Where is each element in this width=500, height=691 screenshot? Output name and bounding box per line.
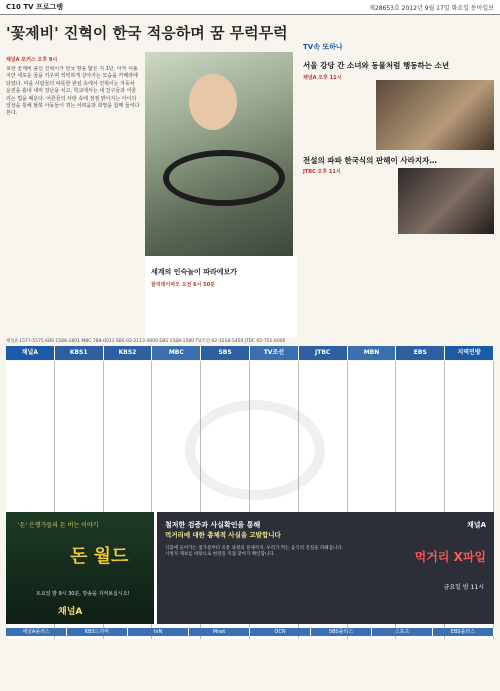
cable-column xyxy=(250,638,311,686)
right-photo-1 xyxy=(376,80,494,150)
child-face xyxy=(189,74,237,130)
cable-column xyxy=(67,638,128,686)
sidebar-box xyxy=(145,256,297,338)
right-tag-1: 채널A 오후 11시 xyxy=(303,75,342,81)
ad2-time: 금요일 밤 11시 xyxy=(443,584,484,591)
ad1-channel: 채널A xyxy=(58,607,83,617)
cable-tab: OCN xyxy=(250,628,311,636)
channel-header: KBS2 xyxy=(104,346,153,360)
section-label: C10 TV 프로그램 xyxy=(6,3,63,11)
watermark xyxy=(185,400,325,500)
right-tag-2: JTBC 오후 11시 xyxy=(303,169,341,175)
cable-tab: 스포츠 xyxy=(372,628,433,636)
cable-tab: KBS드라마 xyxy=(67,628,128,636)
cable-tab: SBS플러스 xyxy=(311,628,372,636)
channel-header: TV조선 xyxy=(250,346,299,360)
page-header xyxy=(0,0,500,15)
channel-header: EBS xyxy=(396,346,445,360)
ad1-line2: 토요일 밤 9시 30분, 방송을 지켜보십시오! xyxy=(36,591,130,597)
cable-column xyxy=(189,638,250,686)
channel-header: MBN xyxy=(348,346,397,360)
article-tag: 채널A 포커스 오후 9시 xyxy=(6,57,58,63)
cable-rows xyxy=(6,638,494,686)
channel-header: MBC xyxy=(152,346,201,360)
article-body: 북한 꽃제비 출신 진혁이가 한국 땅을 밟은 지 1년. 아직 서툴지만 새로운 꿈을 키우며 씩씩하게 살아가는 모습을 카메라에 담았다. 마을 사람들의 따뜻한 관심 속에서 진혁이는 자동차 운전을 흉내 내며 장난을 치고, 학교에서는 새 친구들과 어울리는 법을 배운다. 어른들의 사랑 속에 점점 밝아지는 아이의 일상을 통해 탈북 아동들이 겪는 어려움과 희망을 함께 들여다본다. xyxy=(6,66,140,117)
right-headline-2: 전설의 파파 한국식의 판해이 사라지자… xyxy=(303,156,437,165)
ad2-title: 먹거리 X파일 xyxy=(414,550,486,564)
right-column-title: TV속 또하나 xyxy=(303,43,343,51)
cable-column xyxy=(433,638,494,686)
ad-money-world xyxy=(6,512,154,624)
box-title: 세계의 인숙놀이 파라에보가 xyxy=(151,268,238,276)
ad2-line2: 먹거리에 대한 총체적 사실을 고발합니다 xyxy=(165,531,281,539)
channel-header: 채널A xyxy=(6,346,55,360)
channel-header: SBS xyxy=(201,346,250,360)
cable-schedule xyxy=(6,628,494,688)
cable-tab: tvN xyxy=(128,628,189,636)
cable-tab: 채널A플러스 xyxy=(6,628,67,636)
channel-contacts: 채널A 1577-5575 KBS 1588-1801 MBC 789-0011 SBS 02-2113-3000 EBS 1588-1580 TV조선 02-3218-5450 JTBC 02-751-6000 xyxy=(6,339,286,344)
channel-header: 지역민방 xyxy=(445,346,494,360)
box-tag: 꿀리데이파오 오전 6시 50분 xyxy=(151,282,215,288)
cable-tab: EBS플러스 xyxy=(433,628,494,636)
channel-header: JTBC xyxy=(299,346,348,360)
ad2-channel: 채널A xyxy=(467,521,486,529)
right-headline-1: 서울 강당 간 소녀와 동물처럼 행동하는 소년 xyxy=(303,61,450,70)
channel-header: KBS1 xyxy=(55,346,104,360)
right-photo-2 xyxy=(398,168,494,234)
page-headline: '꽃제비' 진혁이 한국 적응하며 꿈 무럭무럭 xyxy=(6,24,288,42)
schedule-header xyxy=(6,346,494,360)
ad-food-xfile xyxy=(157,512,494,624)
steering-wheel xyxy=(163,150,285,206)
ad1-title: 돈 월드 xyxy=(70,546,129,567)
cable-column xyxy=(311,638,372,686)
ad2-line1: 철저한 검증과 사실확인을 통해 xyxy=(165,521,261,529)
cable-tabs xyxy=(6,628,494,636)
article-photo xyxy=(145,52,293,257)
cable-column xyxy=(6,638,67,686)
issue-info: 제28653호 2012년 9월 17일 화요일 동아일보 xyxy=(369,5,494,12)
ad2-body: 식품에 들어가는 첨가물부터 유통 과정의 문제까지, 우리가 먹는 음식의 진실을 파헤칩니다. 시청자 제보를 바탕으로 현장을 직접 찾아가 확인합니다. xyxy=(165,546,344,557)
cable-column xyxy=(372,638,433,686)
ad1-line1: '돈' 은행가들의 돈 버는 이야기 xyxy=(18,522,99,529)
cable-tab: Mnet xyxy=(189,628,250,636)
cable-column xyxy=(128,638,189,686)
